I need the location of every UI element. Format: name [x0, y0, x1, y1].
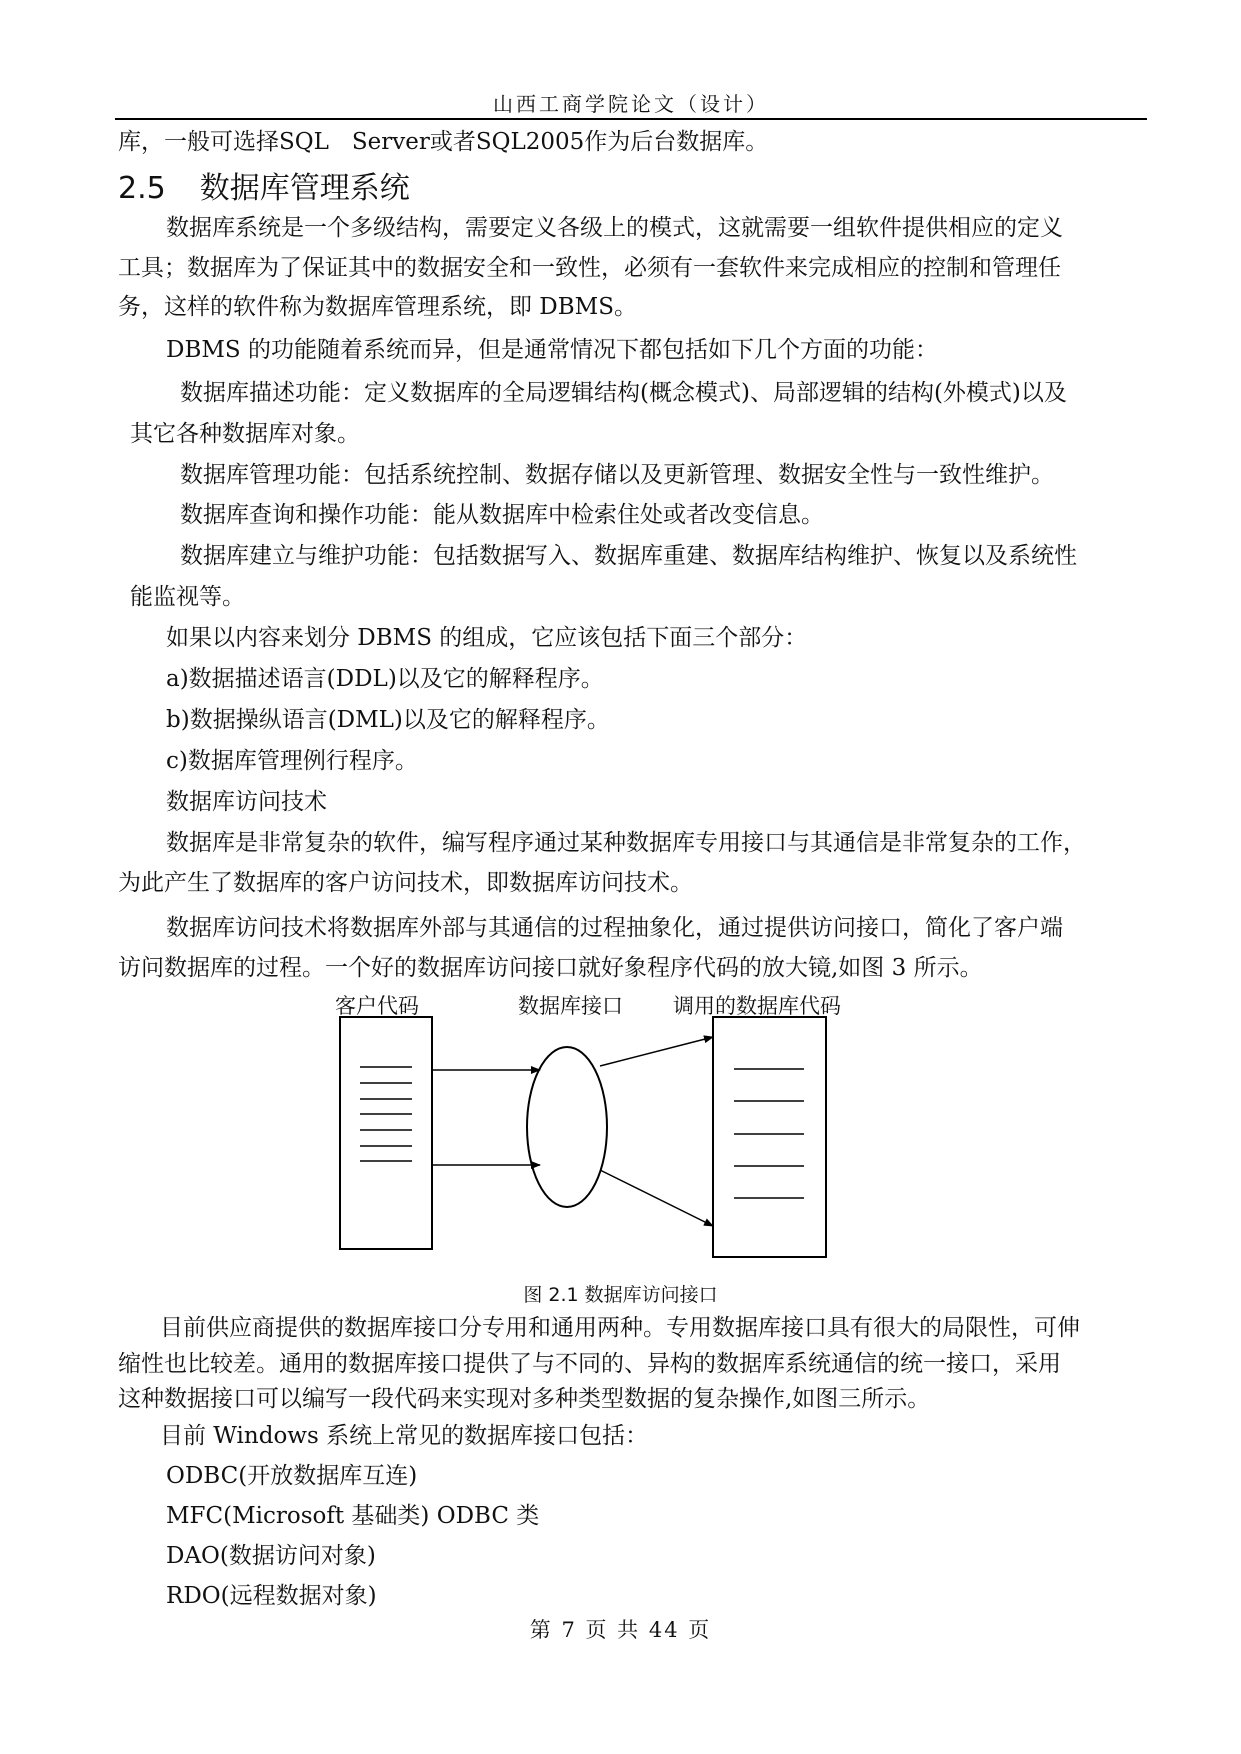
- header-rule: [115, 118, 1147, 120]
- text-line: 为此产生了数据库的客户访问技术，即数据库访问技术。: [118, 870, 693, 896]
- text-line: 数据库建立与维护功能：包括数据写入、数据库重建、数据库结构维护、恢复以及系统性: [180, 543, 1077, 569]
- section-number: 2.5: [118, 171, 166, 206]
- text-line: 工具；数据库为了保证其中的数据安全和一致性，必须有一套软件来完成相应的控制和管理任: [118, 255, 1061, 281]
- arrow-interface-to-db-bottom: [600, 1170, 713, 1226]
- text-line: 访问数据库的过程。一个好的数据库访问接口就好象程序代码的放大镜,如图 3 所示。: [118, 955, 983, 981]
- text-line: 数据库是非常复杂的软件，编写程序通过某种数据库专用接口与其通信是非常复杂的工作，: [166, 830, 1086, 856]
- text-line: a)数据描述语言(DDL)以及它的解释程序。: [166, 666, 604, 692]
- arrow-interface-to-db-top: [600, 1037, 713, 1066]
- section-title: 数据库管理系统: [199, 171, 410, 206]
- text-line: 库，一般可选择SQL Server或者SQL2005作为后台数据库。: [118, 129, 769, 155]
- text-line: 数据库管理功能：包括系统控制、数据存储以及更新管理、数据安全性与一致性维护。: [180, 462, 1054, 488]
- figure-label-db: 调用的数据库代码: [673, 994, 841, 1018]
- text-line: 目前供应商提供的数据库接口分专用和通用两种。专用数据库接口具有很大的局限性，可伸: [160, 1315, 1080, 1341]
- text-line: ODBC(开放数据库互连): [166, 1463, 418, 1489]
- text-line: b)数据操纵语言(DML)以及它的解释程序。: [166, 707, 610, 733]
- client-code-lines: [360, 1067, 412, 1161]
- text-line: c)数据库管理例行程序。: [166, 748, 418, 774]
- access-interface-diagram: [320, 1010, 840, 1270]
- text-line: 目前 Windows 系统上常见的数据库接口包括：: [160, 1423, 649, 1449]
- text-line: RDO(远程数据对象): [166, 1583, 377, 1609]
- text-line: DBMS 的功能随着系统而异，但是通常情况下都包括如下几个方面的功能：: [166, 337, 938, 363]
- text-line: MFC(Microsoft 基础类) ODBC 类: [166, 1503, 540, 1529]
- page-footer: 第 7 页 共 44 页: [529, 1618, 712, 1642]
- db-code-box: [713, 1017, 826, 1257]
- db-code-lines: [734, 1069, 804, 1198]
- text-line: 这种数据接口可以编写一段代码来实现对多种类型数据的复杂操作,如图三所示。: [118, 1386, 931, 1412]
- text-line: 数据库访问技术将数据库外部与其通信的过程抽象化，通过提供访问接口，简化了客户端: [166, 915, 1063, 941]
- section-heading: [118, 163, 410, 207]
- figure-label-interface: 数据库接口: [518, 994, 623, 1018]
- text-line: 如果以内容来划分 DBMS 的组成，它应该包括下面三个部分：: [166, 625, 808, 651]
- client-code-box: [340, 1017, 432, 1249]
- text-line: 缩性也比较差。通用的数据库接口提供了与不同的、异构的数据库系统通信的统一接口，采用: [118, 1351, 1061, 1377]
- interface-ellipse: [527, 1047, 607, 1207]
- figure-label-client: 客户代码: [335, 994, 419, 1018]
- text-line: 务，这样的软件称为数据库管理系统，即 DBMS。: [118, 294, 637, 320]
- text-line: 其它各种数据库对象。: [130, 421, 360, 447]
- text-line: 数据库访问技术: [166, 789, 327, 815]
- text-line: 数据库描述功能：定义数据库的全局逻辑结构(概念模式)、局部逻辑的结构(外模式)以及: [180, 380, 1067, 406]
- text-line: 能监视等。: [130, 584, 245, 610]
- text-line: DAO(数据访问对象): [166, 1543, 376, 1569]
- page-header: 山西工商学院论文（设计）: [493, 92, 769, 116]
- figure-caption: 图 2.1 数据库访问接口: [523, 1284, 718, 1306]
- text-line: 数据库系统是一个多级结构，需要定义各级上的模式，这就需要一组软件提供相应的定义: [166, 215, 1063, 241]
- text-line: 数据库查询和操作功能：能从数据库中检索住处或者改变信息。: [180, 502, 824, 528]
